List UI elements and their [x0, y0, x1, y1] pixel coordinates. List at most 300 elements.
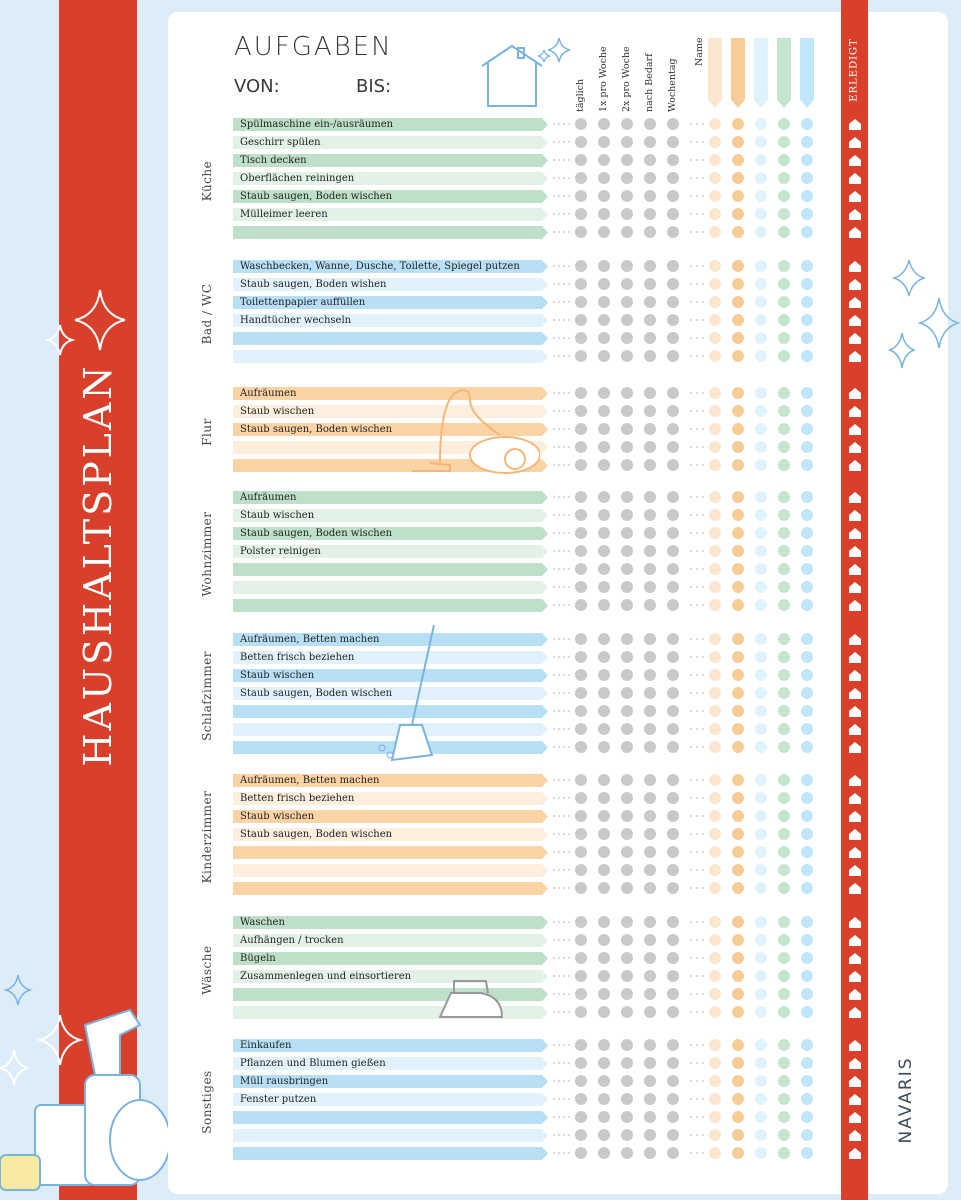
name-checkbox[interactable]	[709, 810, 721, 822]
name-checkbox[interactable]	[801, 916, 813, 928]
frequency-checkbox[interactable]	[575, 491, 587, 503]
name-checkbox[interactable]	[801, 723, 813, 735]
name-checkbox[interactable]	[709, 296, 721, 308]
name-checkbox[interactable]	[732, 687, 744, 699]
name-checkbox[interactable]	[732, 491, 744, 503]
name-checkbox[interactable]	[732, 296, 744, 308]
frequency-checkbox[interactable]	[667, 208, 679, 220]
name-checkbox[interactable]	[778, 545, 790, 557]
name-checkbox[interactable]	[732, 864, 744, 876]
done-house-icon[interactable]	[848, 774, 862, 786]
name-checkbox[interactable]	[801, 1039, 813, 1051]
frequency-checkbox[interactable]	[644, 509, 656, 521]
name-checkbox[interactable]	[709, 705, 721, 717]
task-row[interactable]	[233, 599, 548, 612]
name-checkbox[interactable]	[801, 651, 813, 663]
frequency-checkbox[interactable]	[667, 1006, 679, 1018]
name-checkbox[interactable]	[778, 934, 790, 946]
done-house-icon[interactable]	[848, 599, 862, 611]
frequency-checkbox[interactable]	[621, 208, 633, 220]
done-house-icon[interactable]	[848, 723, 862, 735]
done-house-icon[interactable]	[848, 669, 862, 681]
frequency-checkbox[interactable]	[621, 1147, 633, 1159]
task-row[interactable]	[233, 332, 548, 345]
frequency-checkbox[interactable]	[575, 669, 587, 681]
name-checkbox[interactable]	[755, 952, 767, 964]
name-checkbox[interactable]	[801, 1129, 813, 1141]
frequency-checkbox[interactable]	[575, 441, 587, 453]
frequency-checkbox[interactable]	[644, 350, 656, 362]
frequency-checkbox[interactable]	[667, 260, 679, 272]
name-checkbox[interactable]	[709, 260, 721, 272]
name-checkbox[interactable]	[778, 741, 790, 753]
name-checkbox[interactable]	[755, 810, 767, 822]
frequency-checkbox[interactable]	[621, 988, 633, 1000]
frequency-checkbox[interactable]	[667, 545, 679, 557]
frequency-checkbox[interactable]	[598, 154, 610, 166]
frequency-checkbox[interactable]	[621, 882, 633, 894]
frequency-checkbox[interactable]	[667, 154, 679, 166]
name-checkbox[interactable]	[709, 934, 721, 946]
name-checkbox[interactable]	[801, 1093, 813, 1105]
name-checkbox[interactable]	[801, 1006, 813, 1018]
name-checkbox[interactable]	[709, 1039, 721, 1051]
name-checkbox[interactable]	[709, 599, 721, 611]
name-checkbox[interactable]	[755, 296, 767, 308]
frequency-checkbox[interactable]	[644, 934, 656, 946]
frequency-checkbox[interactable]	[644, 846, 656, 858]
frequency-checkbox[interactable]	[598, 952, 610, 964]
frequency-checkbox[interactable]	[621, 278, 633, 290]
name-checkbox[interactable]	[732, 970, 744, 982]
frequency-checkbox[interactable]	[644, 599, 656, 611]
name-checkbox[interactable]	[801, 190, 813, 202]
name-checkbox[interactable]	[755, 509, 767, 521]
done-house-icon[interactable]	[848, 296, 862, 308]
name-checkbox[interactable]	[778, 988, 790, 1000]
name-checkbox[interactable]	[755, 405, 767, 417]
name-checkbox[interactable]	[778, 332, 790, 344]
frequency-checkbox[interactable]	[575, 1147, 587, 1159]
name-checkbox[interactable]	[778, 792, 790, 804]
name-checkbox[interactable]	[778, 527, 790, 539]
frequency-checkbox[interactable]	[644, 1093, 656, 1105]
frequency-checkbox[interactable]	[621, 669, 633, 681]
name-checkbox[interactable]	[778, 1111, 790, 1123]
name-checkbox[interactable]	[755, 970, 767, 982]
name-checkbox[interactable]	[732, 208, 744, 220]
frequency-checkbox[interactable]	[667, 1075, 679, 1087]
frequency-checkbox[interactable]	[644, 118, 656, 130]
task-row[interactable]	[233, 226, 548, 239]
frequency-checkbox[interactable]	[621, 934, 633, 946]
frequency-checkbox[interactable]	[575, 581, 587, 593]
frequency-checkbox[interactable]	[598, 651, 610, 663]
frequency-checkbox[interactable]	[667, 1093, 679, 1105]
frequency-checkbox[interactable]	[598, 441, 610, 453]
name-checkbox[interactable]	[755, 172, 767, 184]
name-checkbox[interactable]	[778, 581, 790, 593]
name-checkbox[interactable]	[709, 581, 721, 593]
frequency-checkbox[interactable]	[575, 882, 587, 894]
name-checkbox[interactable]	[709, 828, 721, 840]
name-checkbox[interactable]	[755, 226, 767, 238]
frequency-checkbox[interactable]	[575, 705, 587, 717]
name-checkbox[interactable]	[801, 1075, 813, 1087]
frequency-checkbox[interactable]	[598, 1129, 610, 1141]
name-checkbox[interactable]	[755, 260, 767, 272]
frequency-checkbox[interactable]	[598, 563, 610, 575]
name-checkbox[interactable]	[801, 509, 813, 521]
name-checkbox[interactable]	[801, 828, 813, 840]
name-checkbox[interactable]	[778, 970, 790, 982]
frequency-checkbox[interactable]	[644, 687, 656, 699]
name-checkbox[interactable]	[801, 581, 813, 593]
name-checkbox[interactable]	[778, 846, 790, 858]
frequency-checkbox[interactable]	[598, 226, 610, 238]
name-checkbox[interactable]	[709, 846, 721, 858]
task-row[interactable]	[233, 581, 548, 594]
frequency-checkbox[interactable]	[644, 459, 656, 471]
name-checkbox[interactable]	[755, 864, 767, 876]
name-checkbox[interactable]	[778, 314, 790, 326]
task-row[interactable]	[233, 882, 548, 895]
name-checkbox[interactable]	[709, 226, 721, 238]
name-checkbox[interactable]	[732, 810, 744, 822]
name-checkbox[interactable]	[732, 828, 744, 840]
name-checkbox[interactable]	[778, 172, 790, 184]
frequency-checkbox[interactable]	[621, 190, 633, 202]
frequency-checkbox[interactable]	[575, 970, 587, 982]
name-checkbox[interactable]	[801, 1057, 813, 1069]
frequency-checkbox[interactable]	[667, 599, 679, 611]
frequency-checkbox[interactable]	[598, 970, 610, 982]
done-house-icon[interactable]	[848, 1039, 862, 1051]
frequency-checkbox[interactable]	[667, 296, 679, 308]
name-checkbox[interactable]	[709, 545, 721, 557]
name-checkbox[interactable]	[732, 563, 744, 575]
name-checkbox[interactable]	[732, 723, 744, 735]
frequency-checkbox[interactable]	[575, 633, 587, 645]
frequency-checkbox[interactable]	[598, 792, 610, 804]
frequency-checkbox[interactable]	[667, 405, 679, 417]
frequency-checkbox[interactable]	[644, 828, 656, 840]
frequency-checkbox[interactable]	[644, 651, 656, 663]
name-checkbox[interactable]	[732, 332, 744, 344]
frequency-checkbox[interactable]	[621, 350, 633, 362]
name-checkbox[interactable]	[778, 208, 790, 220]
name-checkbox[interactable]	[801, 260, 813, 272]
name-checkbox[interactable]	[778, 952, 790, 964]
name-checkbox[interactable]	[709, 1111, 721, 1123]
frequency-checkbox[interactable]	[667, 172, 679, 184]
name-checkbox[interactable]	[709, 405, 721, 417]
done-house-icon[interactable]	[848, 563, 862, 575]
frequency-checkbox[interactable]	[621, 723, 633, 735]
name-checkbox[interactable]	[778, 669, 790, 681]
frequency-checkbox[interactable]	[667, 916, 679, 928]
frequency-checkbox[interactable]	[621, 846, 633, 858]
frequency-checkbox[interactable]	[575, 527, 587, 539]
frequency-checkbox[interactable]	[621, 705, 633, 717]
frequency-checkbox[interactable]	[621, 828, 633, 840]
name-checkbox[interactable]	[755, 563, 767, 575]
frequency-checkbox[interactable]	[667, 810, 679, 822]
frequency-checkbox[interactable]	[598, 846, 610, 858]
name-checkbox[interactable]	[801, 332, 813, 344]
frequency-checkbox[interactable]	[644, 792, 656, 804]
done-house-icon[interactable]	[848, 792, 862, 804]
frequency-checkbox[interactable]	[621, 792, 633, 804]
name-checkbox[interactable]	[801, 387, 813, 399]
frequency-checkbox[interactable]	[575, 278, 587, 290]
name-checkbox[interactable]	[709, 332, 721, 344]
frequency-checkbox[interactable]	[667, 705, 679, 717]
frequency-checkbox[interactable]	[575, 405, 587, 417]
frequency-checkbox[interactable]	[575, 296, 587, 308]
done-house-icon[interactable]	[848, 260, 862, 272]
name-checkbox[interactable]	[801, 296, 813, 308]
frequency-checkbox[interactable]	[667, 828, 679, 840]
done-house-icon[interactable]	[848, 226, 862, 238]
name-checkbox[interactable]	[709, 190, 721, 202]
name-checkbox[interactable]	[778, 810, 790, 822]
frequency-checkbox[interactable]	[621, 916, 633, 928]
frequency-checkbox[interactable]	[667, 441, 679, 453]
frequency-checkbox[interactable]	[575, 118, 587, 130]
name-checkbox[interactable]	[801, 1111, 813, 1123]
task-row[interactable]	[233, 846, 548, 859]
frequency-checkbox[interactable]	[621, 1093, 633, 1105]
frequency-checkbox[interactable]	[667, 687, 679, 699]
frequency-checkbox[interactable]	[575, 934, 587, 946]
frequency-checkbox[interactable]	[621, 545, 633, 557]
frequency-checkbox[interactable]	[621, 527, 633, 539]
frequency-checkbox[interactable]	[575, 828, 587, 840]
name-checkbox[interactable]	[755, 118, 767, 130]
name-checkbox[interactable]	[755, 669, 767, 681]
name-checkbox[interactable]	[801, 846, 813, 858]
name-checkbox[interactable]	[778, 687, 790, 699]
done-house-icon[interactable]	[848, 1111, 862, 1123]
done-house-icon[interactable]	[848, 1075, 862, 1087]
name-checkbox[interactable]	[709, 633, 721, 645]
frequency-checkbox[interactable]	[621, 774, 633, 786]
frequency-checkbox[interactable]	[598, 1111, 610, 1123]
done-house-icon[interactable]	[848, 633, 862, 645]
name-checkbox[interactable]	[709, 387, 721, 399]
frequency-checkbox[interactable]	[575, 774, 587, 786]
frequency-checkbox[interactable]	[598, 1093, 610, 1105]
frequency-checkbox[interactable]	[667, 669, 679, 681]
name-checkbox[interactable]	[801, 405, 813, 417]
name-checkbox[interactable]	[778, 633, 790, 645]
name-checkbox[interactable]	[709, 970, 721, 982]
name-checkbox[interactable]	[755, 687, 767, 699]
name-checkbox[interactable]	[801, 599, 813, 611]
done-house-icon[interactable]	[848, 864, 862, 876]
frequency-checkbox[interactable]	[667, 581, 679, 593]
frequency-checkbox[interactable]	[667, 882, 679, 894]
frequency-checkbox[interactable]	[575, 864, 587, 876]
frequency-checkbox[interactable]	[598, 509, 610, 521]
frequency-checkbox[interactable]	[644, 1006, 656, 1018]
name-checkbox[interactable]	[755, 190, 767, 202]
frequency-checkbox[interactable]	[598, 278, 610, 290]
frequency-checkbox[interactable]	[598, 314, 610, 326]
frequency-checkbox[interactable]	[575, 741, 587, 753]
frequency-checkbox[interactable]	[667, 423, 679, 435]
done-house-icon[interactable]	[848, 423, 862, 435]
name-checkbox[interactable]	[801, 527, 813, 539]
name-checkbox[interactable]	[732, 527, 744, 539]
name-checkbox[interactable]	[755, 1129, 767, 1141]
name-checkbox[interactable]	[732, 581, 744, 593]
name-checkbox[interactable]	[755, 350, 767, 362]
frequency-checkbox[interactable]	[598, 633, 610, 645]
frequency-checkbox[interactable]	[598, 332, 610, 344]
name-checkbox[interactable]	[732, 741, 744, 753]
done-house-icon[interactable]	[848, 459, 862, 471]
name-checkbox[interactable]	[801, 1147, 813, 1159]
frequency-checkbox[interactable]	[598, 882, 610, 894]
done-house-icon[interactable]	[848, 581, 862, 593]
name-checkbox[interactable]	[778, 828, 790, 840]
name-checkbox[interactable]	[755, 916, 767, 928]
name-checkbox[interactable]	[755, 208, 767, 220]
name-checkbox[interactable]	[755, 828, 767, 840]
frequency-checkbox[interactable]	[575, 1057, 587, 1069]
name-checkbox[interactable]	[801, 810, 813, 822]
task-row[interactable]	[233, 1111, 548, 1124]
frequency-checkbox[interactable]	[644, 387, 656, 399]
name-checkbox[interactable]	[801, 882, 813, 894]
frequency-checkbox[interactable]	[575, 1129, 587, 1141]
frequency-checkbox[interactable]	[575, 172, 587, 184]
name-checkbox[interactable]	[801, 669, 813, 681]
frequency-checkbox[interactable]	[598, 1147, 610, 1159]
frequency-checkbox[interactable]	[575, 563, 587, 575]
done-house-icon[interactable]	[848, 314, 862, 326]
frequency-checkbox[interactable]	[667, 387, 679, 399]
frequency-checkbox[interactable]	[621, 332, 633, 344]
frequency-checkbox[interactable]	[598, 705, 610, 717]
frequency-checkbox[interactable]	[598, 828, 610, 840]
frequency-checkbox[interactable]	[598, 527, 610, 539]
frequency-checkbox[interactable]	[575, 332, 587, 344]
frequency-checkbox[interactable]	[644, 1129, 656, 1141]
name-checkbox[interactable]	[709, 423, 721, 435]
frequency-checkbox[interactable]	[667, 314, 679, 326]
name-checkbox[interactable]	[732, 278, 744, 290]
frequency-checkbox[interactable]	[598, 208, 610, 220]
task-row[interactable]	[233, 1129, 548, 1142]
name-checkbox[interactable]	[801, 687, 813, 699]
frequency-checkbox[interactable]	[621, 741, 633, 753]
name-checkbox[interactable]	[732, 1129, 744, 1141]
name-checkbox[interactable]	[709, 208, 721, 220]
frequency-checkbox[interactable]	[621, 423, 633, 435]
frequency-checkbox[interactable]	[621, 136, 633, 148]
name-checkbox[interactable]	[755, 1111, 767, 1123]
frequency-checkbox[interactable]	[575, 988, 587, 1000]
name-checkbox[interactable]	[755, 441, 767, 453]
name-checkbox[interactable]	[755, 332, 767, 344]
name-checkbox[interactable]	[801, 934, 813, 946]
name-checkbox[interactable]	[801, 172, 813, 184]
name-checkbox[interactable]	[801, 226, 813, 238]
frequency-checkbox[interactable]	[598, 934, 610, 946]
frequency-checkbox[interactable]	[644, 669, 656, 681]
name-checkbox[interactable]	[778, 916, 790, 928]
frequency-checkbox[interactable]	[644, 527, 656, 539]
name-checkbox[interactable]	[755, 459, 767, 471]
name-checkbox[interactable]	[755, 423, 767, 435]
name-checkbox[interactable]	[732, 599, 744, 611]
frequency-checkbox[interactable]	[575, 545, 587, 557]
frequency-checkbox[interactable]	[644, 741, 656, 753]
frequency-checkbox[interactable]	[644, 208, 656, 220]
name-checkbox[interactable]	[709, 172, 721, 184]
name-checkbox[interactable]	[778, 491, 790, 503]
name-checkbox[interactable]	[732, 916, 744, 928]
name-checkbox[interactable]	[778, 278, 790, 290]
frequency-checkbox[interactable]	[621, 1129, 633, 1141]
frequency-checkbox[interactable]	[575, 260, 587, 272]
frequency-checkbox[interactable]	[598, 774, 610, 786]
frequency-checkbox[interactable]	[598, 136, 610, 148]
done-house-icon[interactable]	[848, 1006, 862, 1018]
frequency-checkbox[interactable]	[621, 296, 633, 308]
name-checkbox[interactable]	[778, 226, 790, 238]
frequency-checkbox[interactable]	[598, 260, 610, 272]
frequency-checkbox[interactable]	[667, 864, 679, 876]
done-house-icon[interactable]	[848, 741, 862, 753]
frequency-checkbox[interactable]	[667, 278, 679, 290]
done-house-icon[interactable]	[848, 828, 862, 840]
frequency-checkbox[interactable]	[621, 314, 633, 326]
name-checkbox[interactable]	[732, 441, 744, 453]
name-checkbox[interactable]	[732, 1093, 744, 1105]
frequency-checkbox[interactable]	[598, 491, 610, 503]
frequency-checkbox[interactable]	[575, 916, 587, 928]
done-house-icon[interactable]	[848, 651, 862, 663]
name-checkbox[interactable]	[709, 459, 721, 471]
frequency-checkbox[interactable]	[644, 260, 656, 272]
frequency-checkbox[interactable]	[598, 387, 610, 399]
frequency-checkbox[interactable]	[621, 970, 633, 982]
name-checkbox[interactable]	[732, 190, 744, 202]
done-house-icon[interactable]	[848, 1093, 862, 1105]
name-checkbox[interactable]	[709, 278, 721, 290]
name-checkbox[interactable]	[755, 705, 767, 717]
name-checkbox[interactable]	[732, 952, 744, 964]
done-house-icon[interactable]	[848, 916, 862, 928]
name-checkbox[interactable]	[709, 1147, 721, 1159]
frequency-checkbox[interactable]	[644, 882, 656, 894]
name-checkbox[interactable]	[755, 1039, 767, 1051]
done-house-icon[interactable]	[848, 810, 862, 822]
done-house-icon[interactable]	[848, 509, 862, 521]
done-house-icon[interactable]	[848, 154, 862, 166]
frequency-checkbox[interactable]	[667, 651, 679, 663]
frequency-checkbox[interactable]	[644, 633, 656, 645]
name-checkbox[interactable]	[732, 459, 744, 471]
done-house-icon[interactable]	[848, 687, 862, 699]
frequency-checkbox[interactable]	[667, 459, 679, 471]
name-checkbox[interactable]	[778, 599, 790, 611]
frequency-checkbox[interactable]	[644, 296, 656, 308]
